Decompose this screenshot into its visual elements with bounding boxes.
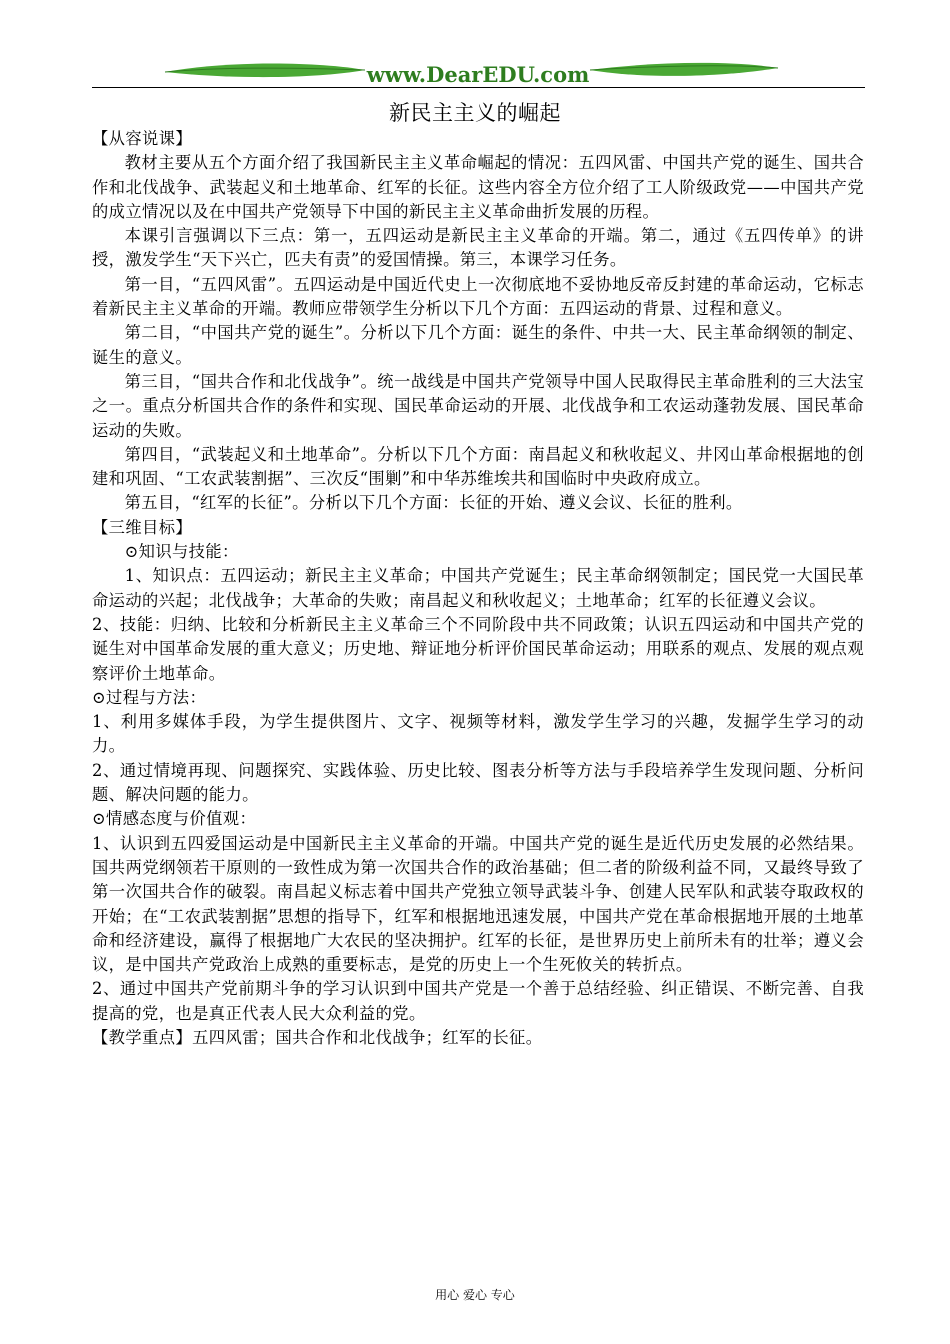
intro-paragraph-3: 第一目，“五四风雷”。五四运动是中国近代史上一次彻底地不妥协地反帝反封建的革命运动，它标志着新民主主义革命的开端。教师应带领学生分析以下几个方面：五四运动的背景、过程和意义。 xyxy=(92,274,864,319)
values-paragraph-1: 1、认识到五四爱国运动是中国新民主主义革命的开端。中国共产党的诞生是近代历史发展的必然结果。国共两党纲领若干原则的一致性成为第一次国共合作的政治基础；但二者的阶级利益不同，又最终导致了第一次国共合作的破裂。南昌起义标志着中国共产党独立领导武装斗争、创建人民军队和武装夺取政权的开始；在“工农武装割据”思想的指导下，红军和根据地迅速发展，中国共产党在革命根据地开展的土地革命和经济建设，赢得了根据地广大农民的坚决拥护。红军的长征，是世界历史上前所未有的壮举；遵义会议，是中国共产党政治上成熟的重要标志，是党的历史上一个生死攸关的转折点。 xyxy=(92,833,864,975)
section-heading-goals: 【三维目标】 xyxy=(92,517,193,537)
header-rule xyxy=(92,87,865,88)
section-heading-intro: 【从容说课】 xyxy=(92,129,193,148)
document-title: 新民主主义的崛起 xyxy=(389,101,561,125)
intro-paragraph-7: 第五目，“红军的长征”。分析以下几个方面：长征的开始、遵义会议、长征的胜利。 xyxy=(124,493,743,513)
intro-paragraph-2: 本课引言强调以下三点：第一，五四运动是新民主主义革命的开端。第二，通过《五四传单》的讲授，激发学生“天下兴亡，匹夫有责”的爱国情操。第三，本课学习任务。 xyxy=(92,226,864,270)
key-points-line xyxy=(92,1026,864,1050)
logo-swoosh-graphic xyxy=(160,58,800,88)
process-paragraph-2: 2、通过情境再现、问题探究、实践体验、历史比较、图表分析等方法与手段培养学生发现问题、分析问题、解决问题的能力。 xyxy=(92,760,864,805)
intro-paragraph-1: 教材主要从五个方面介绍了我国新民主主义革命崛起的情况：五四风雷、中国共产党的诞生、国共合作和北伐战争、武装起义和土地革命、红军的长征。这些内容全方位介绍了工人阶级政党——中国共产党的成立情况以及在中国共产党领导下中国的新民主主义革命曲折发展的历程。 xyxy=(92,153,864,221)
knowledge-paragraph-2: 2、技能：归纳、比较和分析新民主主义革命三个不同阶段中共不同政策；认识五四运动和中国共产党的诞生对中国革命发展的重大意义；历史地、辩证地分析评价国民革命运动；用联系的观点、发展的观点观察评价土地革命。 xyxy=(92,614,864,683)
right-swoosh xyxy=(590,63,778,76)
intro-paragraph-6: 第四目，“武装起义和土地革命”。分析以下几个方面：南昌起义和秋收起义、井冈山革命根据地的创建和巩固、“工农武装割据”、三次反“围剿”和中华苏维埃共和国临时中央政府成立。 xyxy=(92,444,864,489)
site-logo-banner xyxy=(160,58,800,88)
key-points-text: 五四风雷；国共合作和北伐战争；红军的长征。 xyxy=(192,1027,543,1047)
key-points-label: 【教学重点】 xyxy=(92,1027,193,1047)
page-footer: 用心 爱心 专心 xyxy=(435,1288,515,1302)
values-heading: ⊙情感态度与价值观： xyxy=(92,809,257,829)
logo-text: www.DearEDU.com xyxy=(366,62,590,87)
intro-paragraph-4: 第二目，“中国共产党的诞生”。分析以下几个方面：诞生的条件、中共一大、民主革命纲领的制定、诞生的意义。 xyxy=(92,323,864,367)
knowledge-paragraph-1: 1、知识点：五四运动；新民主主义革命；中国共产党诞生；民主革命纲领制定；国民党一大国民革命运动的兴起；北伐战争；大革命的失败；南昌起义和秋收起义；土地革命；红军的长征遵义会议。 xyxy=(92,566,864,610)
intro-paragraph-5: 第三目，“国共合作和北伐战争”。统一战线是中国共产党领导中国人民取得民主革命胜利的三大法宝之一。重点分析国共合作的条件和实现、国民革命运动的开展、北伐战争和工农运动蓬勃发展、国民革命运动的失败。 xyxy=(92,371,864,440)
values-paragraph-2: 2、通过中国共产党前期斗争的学习认识到中国共产党是一个善于总结经验、纠正错误、不断完善、自我提高的党，也是真正代表人民大众利益的党。 xyxy=(92,979,864,1023)
document-body xyxy=(92,127,864,1050)
knowledge-heading: ⊙知识与技能： xyxy=(124,542,239,562)
process-paragraph-1: 1、利用多媒体手段，为学生提供图片、文字、视频等材料，激发学生学习的兴趣，发掘学生学习的动力。 xyxy=(92,712,864,756)
process-heading: ⊙过程与方法： xyxy=(92,687,207,707)
